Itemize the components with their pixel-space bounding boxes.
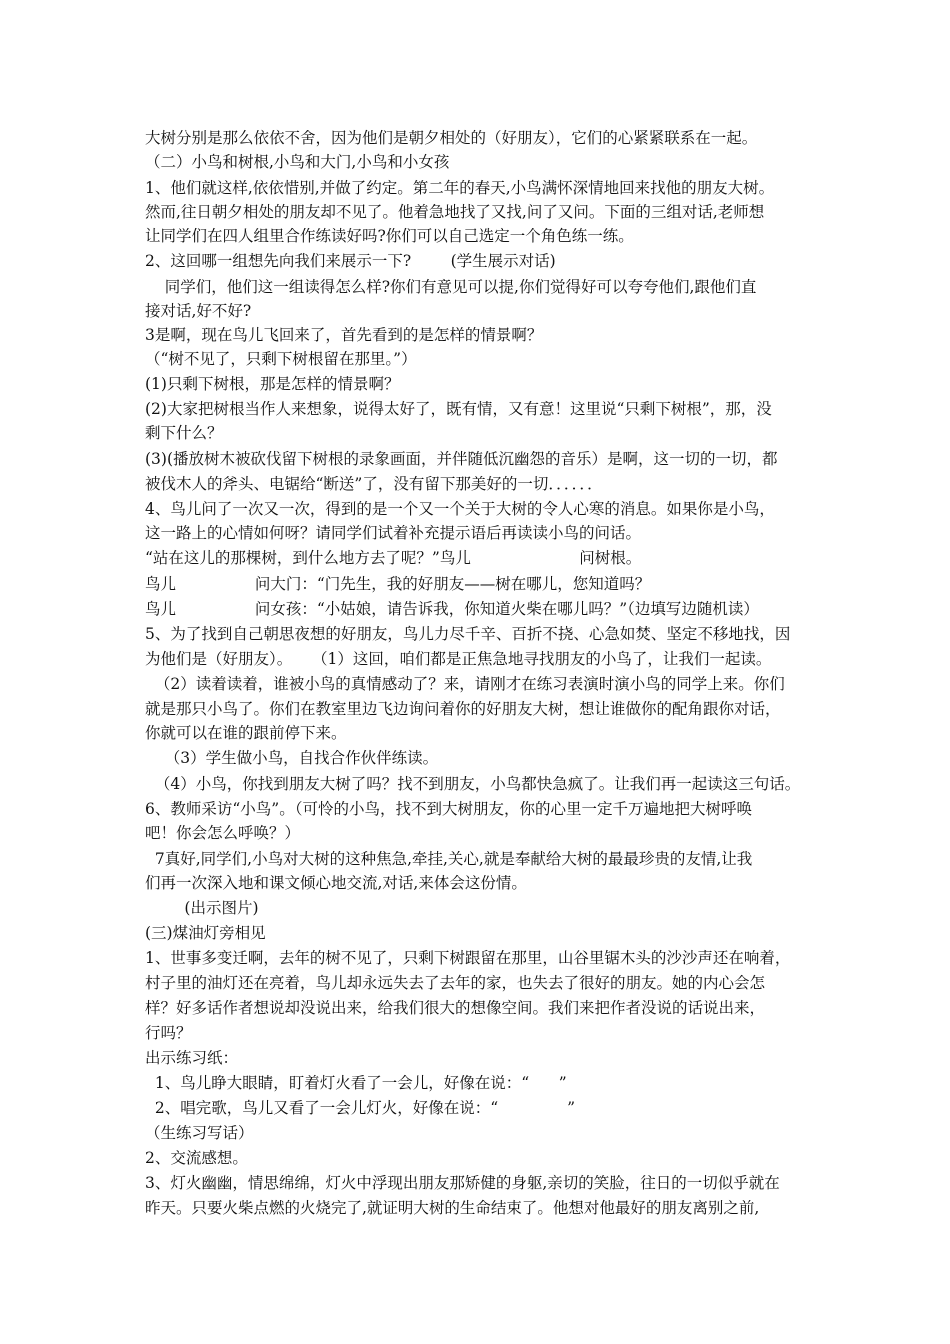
- text-line: (2)大家把树根当作人来想象，说得太好了，既有情，又有意！这里说“只剩下树根”，那，没: [145, 400, 772, 418]
- text-line: 接对话,好不好?: [145, 302, 252, 320]
- text-line: 然而,往日朝夕相处的朋友却不见了。他着急地找了又找,问了又问。下面的三组对话,老师想: [145, 203, 765, 221]
- text-line: 1、鸟儿睁大眼睛，盯着灯火看了一会儿，好像在说：“ ”: [145, 1074, 567, 1092]
- text-line: 2、交流感想。: [145, 1149, 248, 1167]
- text-line: 你就可以在谁的跟前停下来。: [145, 724, 347, 742]
- text-line: 们再一次深入地和课文倾心地交流,对话,来体会这份情。: [145, 874, 527, 892]
- text-line: 样？好多话作者想说却没说出来，给我们很大的想像空间。我们来把作者没说的话说出来，: [145, 999, 766, 1017]
- text-line: （2）读着读着，谁被小鸟的真情感动了？来，请刚才在练习表演时演小鸟的同学上来。你们: [145, 675, 785, 693]
- text-line: 1、世事多变迁啊，去年的树不见了，只剩下树跟留在那里，山谷里锯木头的沙沙声还在响着，: [145, 949, 791, 967]
- text-line: (3)(播放树木被砍伐留下树根的录象画面，并伴随低沉幽怨的音乐）是啊，这一切的一切，都: [145, 450, 778, 468]
- text-line: （生练习写话）: [145, 1124, 254, 1142]
- text-line: 昨天。只要火柴点燃的火烧完了,就证明大树的生命结束了。他想对他最好的朋友离别之前,: [145, 1199, 760, 1217]
- text-line: （4）小鸟，你找到朋友大树了吗？找不到朋友，小鸟都快急疯了。让我们再一起读这三句话。: [145, 775, 801, 793]
- text-line: 2、这回哪一组想先向我们来展示一下? (学生展示对话): [145, 252, 556, 270]
- text-line: 7真好,同学们,小鸟对大树的这种焦急,牵挂,关心,就是奉献给大树的最最珍贵的友情,让我: [145, 850, 753, 868]
- text-line: 同学们，他们这一组读得怎么样?你们有意见可以提,你们觉得好可以夸夸他们,跟他们直: [145, 278, 757, 296]
- text-line: 让同学们在四人组里合作练读好吗?你们可以自己选定一个角色练一练。: [145, 227, 634, 245]
- text-line: “站在这儿的那棵树，到什么地方去了呢？”鸟儿 问树根。: [145, 549, 642, 567]
- text-line: 大树分别是那么依依不舍，因为他们是朝夕相处的（好朋友），它们的心紧紧联系在一起。: [145, 129, 758, 147]
- text-line: 出示练习纸：: [145, 1049, 239, 1067]
- text-line: 为他们是（好朋友）。 （1）这回，咱们都是正焦急地寻找朋友的小鸟了，让我们一起读。: [145, 650, 772, 668]
- text-line: 3是啊，现在鸟儿飞回来了，首先看到的是怎样的情景啊？: [145, 326, 543, 344]
- text-line: 3、灯火幽幽，情思绵绵，灯火中浮现出朋友那矫健的身躯,亲切的笑脸，往日的一切似乎就在: [145, 1174, 780, 1192]
- text-line: 1、他们就这样,依依惜别,并做了约定。第二年的春天,小鸟满怀深情地回来找他的朋友大树。: [145, 179, 775, 197]
- text-line: 行吗？: [145, 1024, 192, 1042]
- text-line: 4、鸟儿问了一次又一次，得到的是一个又一个关于大树的令人心寒的消息。如果你是小鸟，: [145, 500, 775, 518]
- text-line: 5、为了找到自己朝思夜想的好朋友，鸟儿力尽千辛、百折不挠、心急如焚、坚定不移地找，因: [145, 625, 791, 643]
- text-line: 6、教师采访“小鸟”。（可怜的小鸟，找不到大树朋友，你的心里一定千万遍地把大树呼唤: [145, 800, 752, 818]
- section-heading: (三)煤油灯旁相见: [145, 924, 266, 942]
- text-line: （“树不见了，只剩下树根留在那里。”）: [145, 350, 417, 368]
- text-line: 被伐木人的斧头、电锯给“断送”了，没有留下那美好的一切．．．．．．: [145, 475, 603, 493]
- text-line: （3）学生做小鸟，自找合作伙伴练读。: [145, 749, 439, 767]
- text-line: 村子里的油灯还在亮着，鸟儿却永远失去了去年的家，也失去了很好的朋友。她的内心会怎: [145, 974, 766, 992]
- text-line: 这一路上的心情如何呀？请同学们试着补充提示语后再读读小鸟的问话。: [145, 524, 642, 542]
- text-line: 吧！你会怎么呼唤？）: [145, 824, 301, 842]
- text-line: 鸟儿 问大门：“门先生，我的好朋友——树在哪儿，您知道吗？: [145, 575, 651, 593]
- text-line: (出示图片): [145, 899, 259, 917]
- text-line: 就是那只小鸟了。你们在教室里边飞边询问着你的好朋友大树，想让谁做你的配角跟你对话，: [145, 700, 781, 718]
- text-line: (1)只剩下树根，那是怎样的情景啊？: [145, 375, 400, 393]
- section-heading: （二）小鸟和树根,小鸟和大门,小鸟和小女孩: [145, 153, 450, 171]
- text-line: 剩下什么？: [145, 424, 223, 442]
- text-line: 鸟儿 问女孩：“小姑娘，请告诉我，你知道火柴在哪儿吗？”（边填写边随机读）: [145, 600, 759, 618]
- text-line: 2、唱完歌，鸟儿又看了一会儿灯火，好像在说：“ ”: [145, 1099, 576, 1117]
